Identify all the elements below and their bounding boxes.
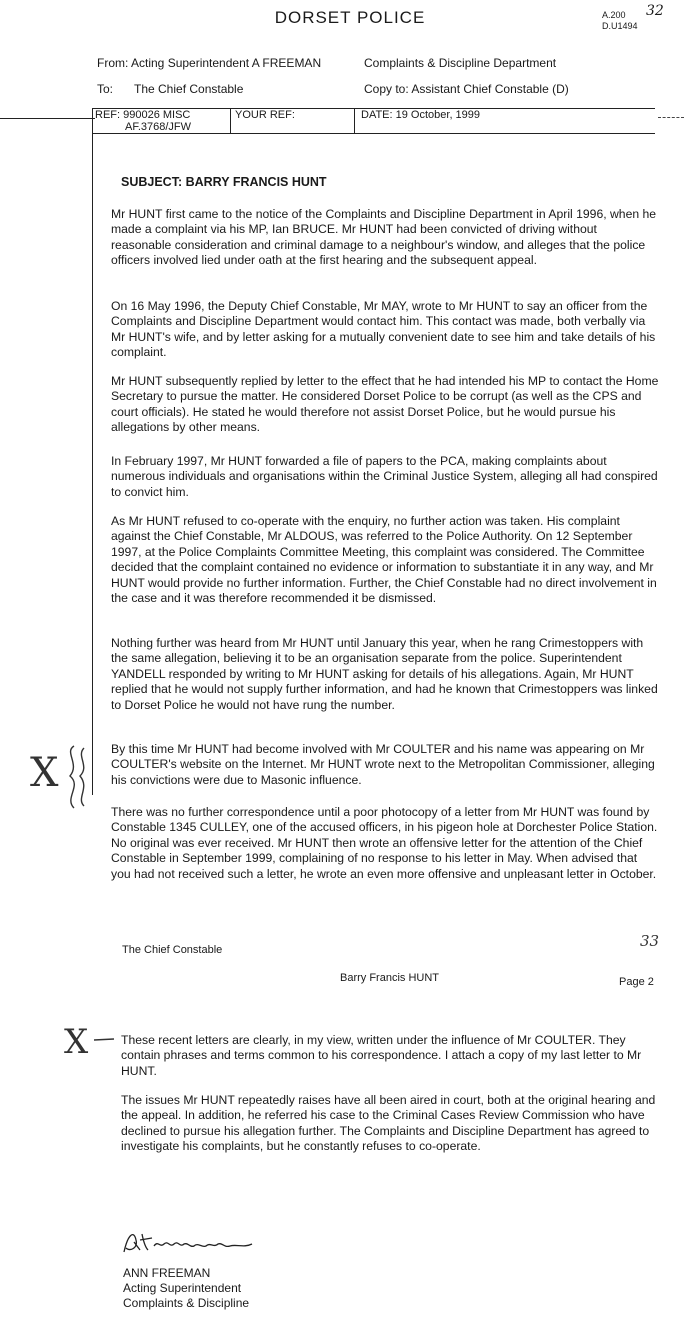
paragraph-4: In February 1997, Mr HUNT forwarded a file of papers to the PCA, making complaints about numerous individuals and organisations within the Criminal Justice System, alleging all had conspired to convict him. [111,454,658,499]
our-reference [92,109,231,133]
page2-paragraph-2: The issues Mr HUNT repeatedly raises have all been aired in court, both at the original hearing and the appeal. In addition, he referred his case to the Criminal Cases Review Commission who have declined to pursue his allegation further. The Complaints and Discipline Department has agreed to investigate his complaints, but he constantly refuses to co-operate. [121,1093,656,1154]
signatory-department: Complaints & Discipline [123,1296,250,1310]
rule-left [0,118,95,119]
paragraph-5: As Mr HUNT refused to co-operate with the enquiry, no further action was taken. His complaint against the Chief Constable, Mr ALDOUS, was referred to the Police Authority. On 12 September 1997, at the Police Complaints Committee Meeting, this complaint was considered. The Committee decided that the complaint contained no evidence or information to substantiate it in any way, and Mr HUNT would provide no further information. Further, the Chief Constable had no direct involvement in the case and it was therefore recommended it be dismissed. [111,514,657,606]
signature-text: AFreeman [118,1226,123,1227]
page-number: Page 2 [619,976,654,988]
ref-line2: AF.3768/JFW [125,121,192,133]
form-reference [602,3,664,32]
rule-right-dashed [658,117,684,118]
signatory-rank: Acting Superintendent [123,1281,242,1295]
date-field: DATE: 19 October, 1999 [354,109,661,133]
reference-box [92,108,655,134]
to-line: The Chief Constable [134,82,244,96]
subject-line: SUBJECT: BARRY FRANCIS HUNT [121,175,327,189]
from-line: From: Acting Superintendent A FREEMAN [97,56,322,70]
paragraph-3: Mr HUNT subsequently replied by letter to the effect that he had intended his MP to contact the Home Secretary to pursue the matter. He considered Dorset Police to be corrupt (as well as the CPS and court officials). He stated he would therefore not assist Dorset Police, but he would pursue his allegations by other means. [111,374,659,435]
form-ref-line1: A.200 [602,10,626,20]
margin-rule [92,108,93,795]
margin-mark-x-page2: X [64,1022,89,1062]
margin-mark-x: X [30,750,59,796]
footer-addressee: The Chief Constable [122,944,223,956]
signature-block [123,1266,249,1311]
margin-dash-icon [92,1036,116,1044]
form-ref-line2: D.U1494 [602,21,638,31]
your-reference: YOUR REF: [230,109,355,133]
paragraph-7: By this time Mr HUNT had become involved with Mr COULTER and his name was appearing on Mr COULTER's website on the Internet. Mr HUNT wrote next to the Metropolitan Commissioner, alleging his convictions were due to Masonic influence. [111,742,655,787]
to-label: To: [97,82,114,96]
copy-to-line: Copy to: Assistant Chief Constable (D) [364,82,569,96]
paragraph-6: Nothing further was heard from Mr HUNT until January this year, when he rang Crimestoppers with the same allegation, believing it to be an organisation separate from the police. Superintendent YANDELL responded by writing to Mr HUNT asking for details of his allegations. Again, Mr HUNT replied that he would not supply further information, and had he known that Crimestoppers was linked to Dorset Police he would not have rung the number. [111,636,658,712]
footer-subject-name: Barry Francis HUNT [340,972,440,984]
margin-brace-icon [60,742,92,812]
letterhead-title: DORSET POLICE [274,8,426,27]
paragraph-2: On 16 May 1996, the Deputy Chief Constable, Mr MAY, wrote to Mr HUNT to say an officer from the Complaints and Discipline Department would contact him. This contact was made, both verbally via Mr HUNT's wife, and by letter asking for a mutually convenient date to see him and take details of his complaint. [111,299,656,360]
handwritten-page-mark: 33 [640,932,660,950]
ref-line1: REF: 990026 MISC [95,109,191,121]
handwritten-page-number: 32 [646,3,664,19]
page2-paragraph-1: These recent letters are clearly, in my view, written under the influence of Mr COULTER. They contain phrases and terms common to his correspondence. I attach a copy of my last letter to Mr HUNT. [121,1033,642,1078]
department-line: Complaints & Discipline Department [364,56,557,70]
paragraph-1: Mr HUNT first came to the notice of the Complaints and Discipline Department in April 1996, when he made a complaint via his MP, Ian BRUCE. Mr HUNT had been convicted of driving without reasonable consideration and criminal damage to a neighbour's window, and alleges that the police officers involved lied under oath at the first hearing and the subsequent appeal. [111,207,657,268]
paragraph-8: There was no further correspondence until a poor photocopy of a letter from Mr HUNT was found by Constable 1345 CULLEY, one of the accused officers, in his pigeon hole at Dorchester Police Station. No original was ever received. Mr HUNT then wrote an offensive letter for the attention of the Chief Constable in September 1999, complaining of no response to his letter in May. When advised that you had not received such a letter, he wrote an even more offensive and unpleasant letter in October. [111,805,658,881]
handwritten-signature [118,1226,268,1260]
signatory-name: ANN FREEMAN [123,1266,211,1280]
